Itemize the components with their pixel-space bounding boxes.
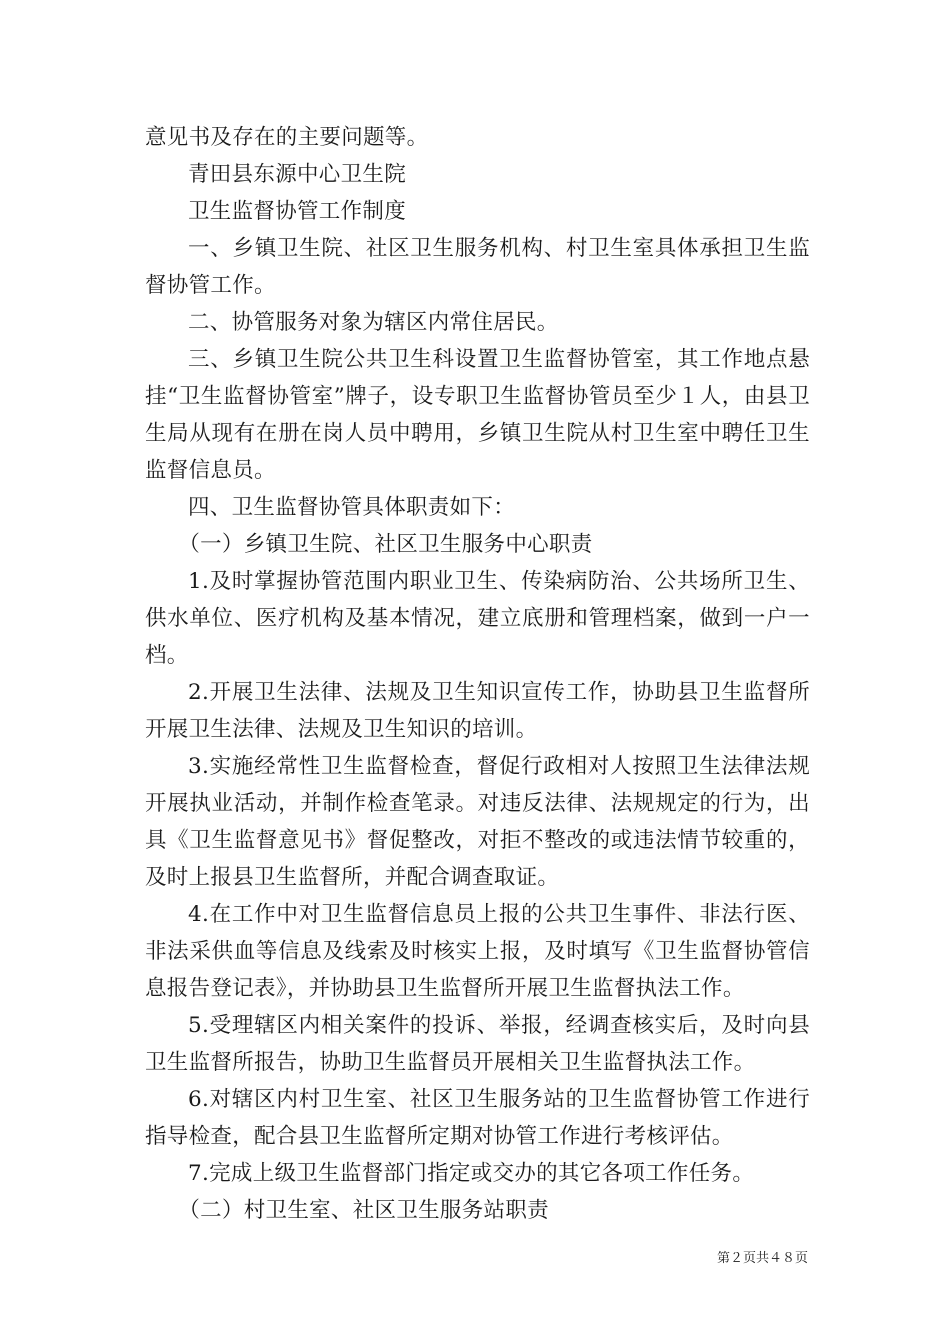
paragraph-article-4: 四、卫生监督协管具体职责如下： <box>188 495 516 520</box>
document-title: 卫生监督协管工作制度 <box>188 199 407 224</box>
list-item-3: 3.实施经常性卫生监督检查，督促行政相对人按照卫生法律法规开展执业活动，并制作检查笔录。对违反法律、法规规定的行为，出具《卫生监督意见书》督促整改，对拒不整改的或违法情节较重的，及时上报县卫生监督所，并配合调查取证。 <box>145 754 810 890</box>
list-item-4: 4.在工作中对卫生监督信息员上报的公共卫生事件、非法行医、非法采供血等信息及线索及时核实上报，及时填写《卫生监督协管信息报告登记表》，并协助县卫生监督所开展卫生监督执法工作。 <box>145 902 810 1001</box>
page-number: 第２页共４８页 <box>716 1251 808 1266</box>
paragraph-continuation: 意见书及存在的主要问题等。 <box>145 125 429 150</box>
list-item-7: 7.完成上级卫生监督部门指定或交办的其它各项工作任务。 <box>188 1161 755 1186</box>
document-body <box>145 119 810 1229</box>
list-item-1: 1.及时掌握协管范围内职业卫生、传染病防治、公共场所卫生、供水单位、医疗机构及基本情况，建立底册和管理档案，做到一户一档。 <box>145 569 810 668</box>
paragraph-article-3: 三、乡镇卫生院公共卫生科设置卫生监督协管室，其工作地点悬挂“卫生监督协管室”牌子，设专职卫生监督协管员至少１人，由县卫生局从现有在册在岗人员中聘用，乡镇卫生院从村卫生室中聘任卫生监督信息员。 <box>145 347 810 483</box>
section-heading-2: （二）村卫生室、社区卫生服务站职责 <box>178 1198 549 1223</box>
page-footer <box>0 1247 808 1266</box>
paragraph-article-2: 二、协管服务对象为辖区内常住居民。 <box>188 310 559 335</box>
list-item-5: 5.受理辖区内相关案件的投诉、举报，经调查核实后，及时向县卫生监督所报告，协助卫生监督员开展相关卫生监督执法工作。 <box>145 1013 810 1075</box>
organization-name: 青田县东源中心卫生院 <box>188 162 407 187</box>
list-item-6: 6.对辖区内村卫生室、社区卫生服务站的卫生监督协管工作进行指导检查，配合县卫生监督所定期对协管工作进行考核评估。 <box>145 1087 810 1149</box>
list-item-2: 2.开展卫生法律、法规及卫生知识宣传工作，协助县卫生监督所开展卫生法律、法规及卫生知识的培训。 <box>145 680 810 742</box>
section-heading-1: （一）乡镇卫生院、社区卫生服务中心职责 <box>178 532 593 557</box>
paragraph-article-1: 一、乡镇卫生院、社区卫生服务机构、村卫生室具体承担卫生监督协管工作。 <box>145 236 810 298</box>
